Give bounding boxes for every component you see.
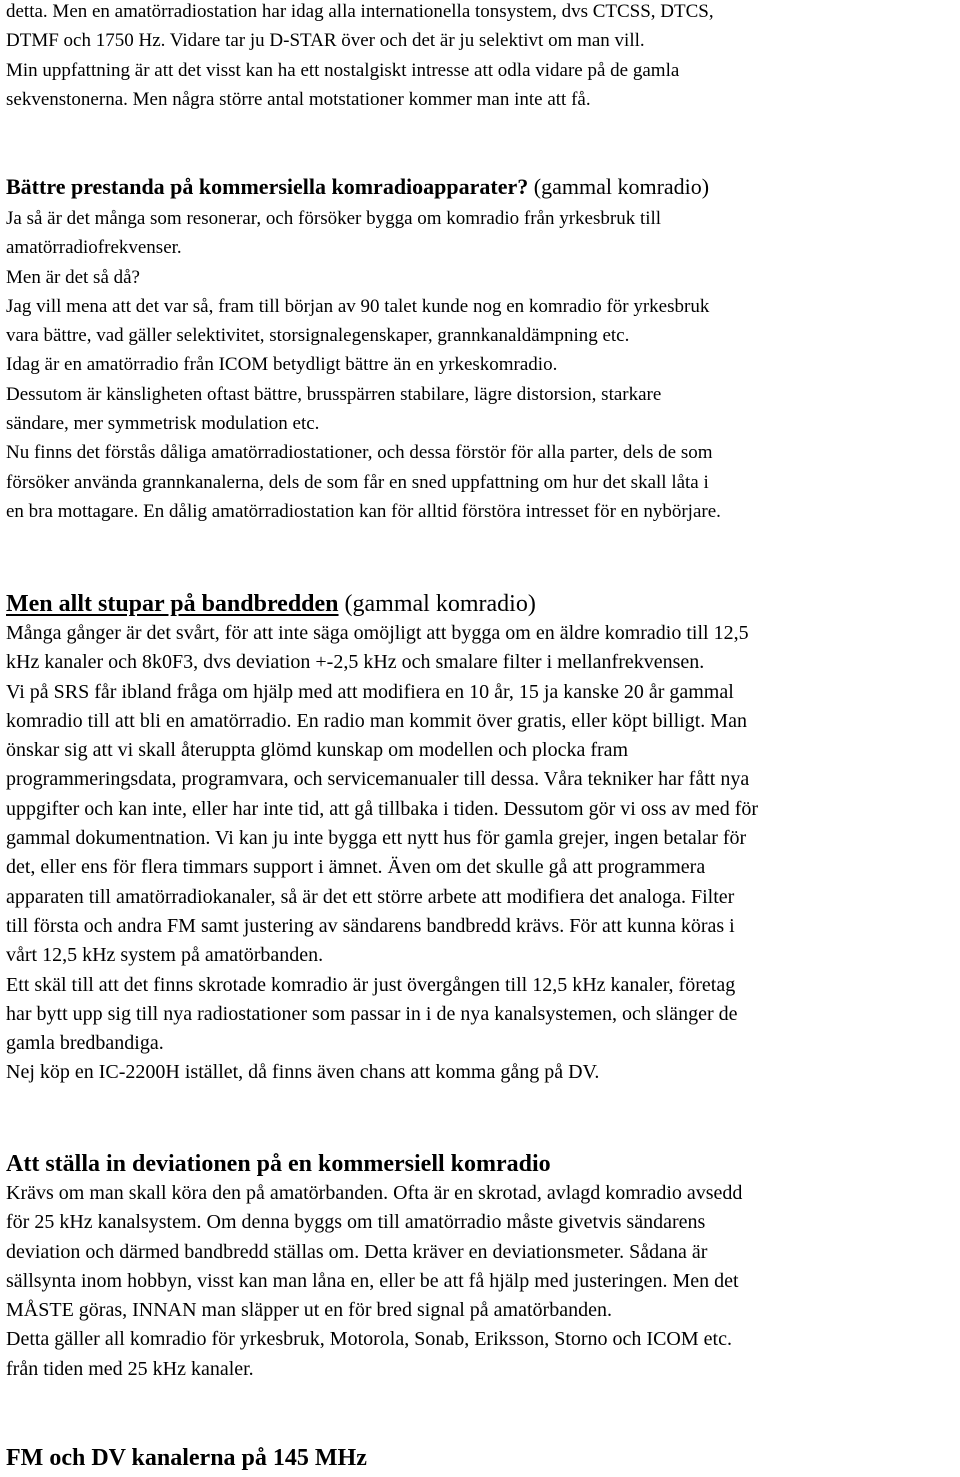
body-line: sällsynta inom hobbyn, visst kan man låna en, eller be att få hjälp med justeringen. Men det bbox=[6, 1269, 739, 1292]
section-bandwidth bbox=[6, 589, 956, 1088]
body-line: Många gånger är det svårt, för att inte säga omöjligt att bygga om en äldre komradio till 12,5 bbox=[6, 622, 749, 644]
intro-line: sekvenstonerna. Men några större antal motstationer kommer man inte att få. bbox=[6, 88, 591, 110]
section-heading bbox=[6, 172, 956, 204]
body-line: det, eller ens för flera timmars support i ämnet. Även om det skulle gå att programmera bbox=[6, 856, 706, 879]
section-title: Men allt stupar på bandbredden bbox=[6, 591, 339, 617]
section-title: Att ställa in deviationen på en kommersiell komradio bbox=[6, 1151, 551, 1177]
body-line: vara bättre, vad gäller selektivitet, storsignalegenskaper, grannkanaldämpning etc. bbox=[6, 325, 630, 347]
body-line: kHz kanaler och 8k0F3, dvs deviation +-2,5 kHz och smalare filter i mellanfrekvensen. bbox=[6, 651, 705, 674]
body-line: Vi på SRS får ibland fråga om hjälp med att modifiera en 10 år, 15 ja kanske 20 år gammal bbox=[6, 680, 734, 703]
body-line: Ett skäl till att det finns skrotade komradio är just övergången till 12,5 kHz kanaler, företag bbox=[6, 973, 736, 996]
body-line: Nu finns det förstås dåliga amatörradiostationer, och dessa förstör för alla parter, dels de som bbox=[6, 442, 713, 464]
body-line: apparaten till amatörradiokanaler, så är det ett större arbete att modifiera det analoga. Filter bbox=[6, 885, 735, 908]
body-line: för 25 kHz kanalsystem. Om denna byggs om till amatörradio måste givetvis sändarens bbox=[6, 1211, 706, 1234]
body-line: Nej köp en IC-2200H istället, då finns även chans att komma gång på DV. bbox=[6, 1061, 600, 1084]
section-heading bbox=[6, 589, 956, 619]
section-title-aside: (gammal komradio) bbox=[528, 174, 710, 199]
body-line: vårt 12,5 kHz system på amatörbanden. bbox=[6, 944, 324, 967]
section-title: FM och DV kanalerna på 145 MHz bbox=[6, 1445, 367, 1471]
body-line: gamla bredbandiga. bbox=[6, 1032, 164, 1055]
body-line: komradio till att bli en amatörradio. En radio man kommit över gratis, eller köpt billigt. Man bbox=[6, 709, 747, 732]
body-line: deviation och därmed bandbredd ställas om. Detta kräver en deviationsmeter. Sådana är bbox=[6, 1240, 708, 1263]
body-line: Idag är en amatörradio från ICOM betydligt bättre än en yrkeskomradio. bbox=[6, 354, 558, 376]
section-deviation bbox=[6, 1149, 956, 1384]
body-line: önskar sig att vi skall återuppta glömd kunskap om modellen och plocka fram bbox=[6, 739, 629, 762]
intro-line: Min uppfattning är att det visst kan ha ett nostalgiskt intresse att odla vidare på de gamla bbox=[6, 59, 680, 81]
section-title-aside: (gammal komradio) bbox=[338, 591, 536, 617]
body-line: en bra mottagare. En dålig amatörradiostation kan för alltid förstöra intresset för en nybörjare. bbox=[6, 500, 721, 522]
section-title: Bättre prestanda på kommersiella komradioapparater? bbox=[6, 174, 529, 199]
body-line: gammal dokumentnation. Vi kan ju inte bygga ett nytt hus för gamla grejer, ingen betalar för bbox=[6, 827, 747, 850]
section-better-performance bbox=[6, 172, 956, 526]
body-line: Detta gäller all komradio för yrkesbruk, Motorola, Sonab, Eriksson, Storno och ICOM etc. bbox=[6, 1328, 732, 1351]
body-line: uppgifter och kan inte, eller har inte tid, att gå tillbaka i tiden. Dessutom gör vi oss av med för bbox=[6, 797, 759, 820]
body-line: Men är det så då? bbox=[6, 266, 140, 288]
intro-paragraph bbox=[6, 0, 956, 114]
body-line: till första och andra FM samt justering av sändarens bandbredd krävs. För att kunna köras i bbox=[6, 914, 735, 937]
body-line: sändare, mer symmetrisk modulation etc. bbox=[6, 413, 320, 435]
section-fm-dv bbox=[6, 1443, 956, 1473]
body-line: Krävs om man skall köra den på amatörbanden. Ofta är en skrotad, avlagd komradio avsedd bbox=[6, 1182, 743, 1204]
body-line: Jag vill mena att det var så, fram till början av 90 talet kunde nog en komradio för yrkesbruk bbox=[6, 295, 710, 317]
body-line: har bytt upp sig till nya radiostationer som passar in i de nya kanalsystemen, och slänger de bbox=[6, 1002, 738, 1025]
body-line: programmeringsdata, programvara, och servicemanualer till dessa. Våra tekniker har fått nya bbox=[6, 768, 750, 791]
body-line: amatörradiofrekvenser. bbox=[6, 237, 182, 259]
intro-line: detta. Men en amatörradiostation har idag alla internationella tonsystem, dvs CTCSS, DTCS, bbox=[6, 1, 714, 22]
body-line: försöker använda grannkanalerna, dels de som får en sned uppfattning om hur det skall låta i bbox=[6, 471, 709, 493]
body-line: MÅSTE göras, INNAN man släpper ut en för bred signal på amatörbanden. bbox=[6, 1299, 612, 1322]
body-line: Dessutom är känsligheten oftast bättre, brusspärren stabilare, lägre distorsion, starkare bbox=[6, 383, 662, 405]
intro-line: DTMF och 1750 Hz. Vidare tar ju D-STAR över och det är ju selektivt om man vill. bbox=[6, 30, 645, 52]
body-line: från tiden med 25 kHz kanaler. bbox=[6, 1357, 254, 1380]
body-line: Ja så är det många som resonerar, och försöker bygga om komradio från yrkesbruk till bbox=[6, 208, 662, 229]
